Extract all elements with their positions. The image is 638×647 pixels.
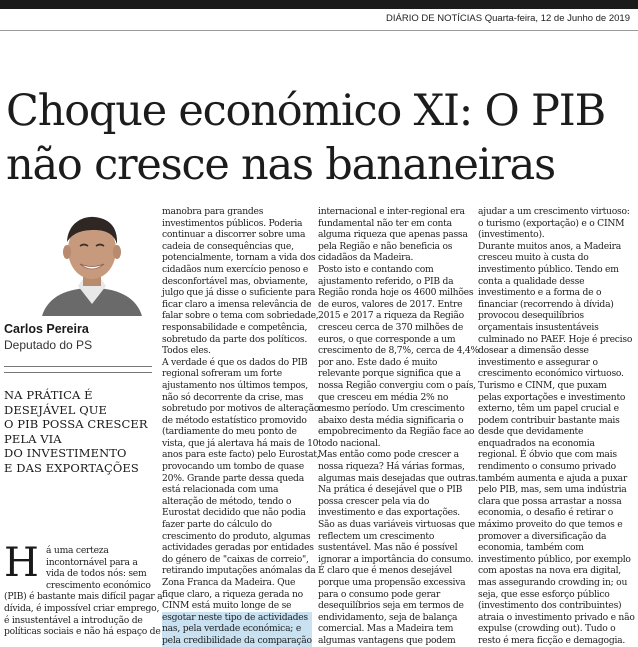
headline-line: não cresce nas bananeiras <box>6 140 555 190</box>
article-line: nossa riqueza? Há várias formas, <box>318 461 465 473</box>
article-line: vida de todos nós: sem <box>46 568 147 580</box>
article-column-2 <box>162 206 320 647</box>
article-line: Na prática é desejável que o PIB <box>318 484 463 496</box>
article-line: desconfortável mas, obviamente, <box>162 275 308 287</box>
article-line: actividades geradas por entidades <box>162 542 314 554</box>
article-line: porque uma propensão excessiva <box>318 577 466 588</box>
article-line: investimento e das exportações. <box>318 507 460 519</box>
article-line: resto é mera ficção e demagogia. <box>478 634 626 646</box>
pullquote-line: E DAS EXPORTAÇÕES <box>4 460 139 475</box>
article-line: crescimento económico virtuoso. <box>478 368 624 380</box>
article-line: crescimento do produto, algumas <box>162 530 311 542</box>
article-line: (PIB) é bastante mais difícil pagar a <box>4 591 163 603</box>
article-line: 2015 e 2017 a riqueza da Região <box>318 310 464 322</box>
article-line: enquadrados na economia <box>478 437 595 449</box>
article-line: Todos eles. <box>162 345 211 357</box>
article-line: É claro que é menos desejável <box>318 565 452 577</box>
article-line: investimento e assegurar o <box>478 356 598 368</box>
article-line: regional sofreram um forte <box>162 368 282 380</box>
article-line: economia, também com <box>478 542 584 554</box>
article-line: Turismo e CINM, que puxam <box>478 379 607 391</box>
article-line: pela credibilidade da comparação <box>162 634 312 646</box>
pullquote-line: O PIB POSSA CRESCER <box>4 417 148 431</box>
article-line: economia, o desafio é retirar o <box>478 507 614 519</box>
article-line: Zona Franca da Madeira. Que <box>162 577 296 588</box>
article-line: relevante porque significa que a <box>318 368 461 380</box>
article-line: manobra para grandes <box>162 206 264 217</box>
article-line: 20%. Grande parte dessa queda <box>162 472 304 484</box>
article-line: endividamento, seja de balança <box>318 611 458 623</box>
pullquote-line: PELA VIA <box>4 431 62 446</box>
article-line: cresceu cerca de 370 milhões de <box>318 321 464 333</box>
drop-cap: H <box>4 540 39 586</box>
article-line: responsabilidade e competência, <box>162 321 308 333</box>
article-line: políticas sociais e não há espaço de <box>4 626 161 638</box>
article-line: pelo PIB, mas, sem uma indústria <box>478 484 627 496</box>
article-line: externo, têm um papel crucial e <box>478 403 619 415</box>
article-line: não só decorrente da crise, mas <box>162 391 304 403</box>
pullquote-rule <box>4 366 152 367</box>
article-column-3 <box>318 206 480 647</box>
article-line: orçamentais insustentáveis <box>478 321 599 333</box>
article-column-4 <box>478 206 635 647</box>
article-line: culminado no PAEF. Hoje é preciso <box>478 333 633 345</box>
article-line: alguma riqueza que apenas passa <box>318 229 468 241</box>
article-line: Durante muitos anos, a Madeira <box>478 240 621 252</box>
article-line: (investimento dos contribuintes) <box>478 600 622 612</box>
article-line: ajustamento referido, o PIB da <box>318 275 454 287</box>
author-name: Carlos Pereira <box>4 322 89 336</box>
article-line: sobretudo por motivos de alteração <box>162 403 320 415</box>
article-line: pelas exportações e investimento <box>478 391 626 403</box>
article-line: algumas mais desejadas que outras. <box>318 472 478 484</box>
article-line: do género de "caixas de correio", <box>162 553 309 565</box>
article-line: julgo que já disse o suficiente para <box>162 287 316 299</box>
article-line: provocou desequilíbrios <box>478 310 584 322</box>
article-line: cadeia de consequências que, <box>162 240 294 252</box>
article-line: empobrecimento da Região face ao <box>318 426 475 438</box>
article-line: financiar (recorrendo à dívida) <box>478 298 614 310</box>
article-line: mas assegurando crowding in; ou <box>478 577 628 588</box>
article-line: retirando imputações anómalas da <box>162 565 316 577</box>
article-line: continuar a discorrer sobre uma <box>162 229 306 241</box>
article-line: atraia o investimento privado e não <box>478 611 635 623</box>
article-line: Posto isto e contando com <box>318 263 434 275</box>
article-line: potencialmente, tornam a vida dos <box>162 252 316 264</box>
article-line: de método estatístico promovido <box>162 414 307 426</box>
article-line: ajustamento nos últimos tempos, <box>162 379 308 391</box>
article-line: fique claro, a riqueza gerada no <box>162 588 303 600</box>
article-line: investimentos públicos. Poderia <box>162 217 303 229</box>
article-line: nossa Região convergiu com o país, <box>318 379 476 391</box>
article-line: por ano. Este dado é muito <box>318 356 438 368</box>
article-line: para o consumo pode gerar <box>318 588 440 600</box>
headline-line: Choque económico XI: O PIB <box>6 86 605 136</box>
publication-name: DIÁRIO DE NOTÍCIAS <box>386 13 483 24</box>
article-line: podem contribuir bastante mais <box>478 414 620 426</box>
article-line: falar sobre o tema com sobriedade, <box>162 310 319 322</box>
article-line: anos para este facto) pelo Eurostat, <box>162 449 320 461</box>
article-line: São as duas variáveis virtuosas que <box>318 519 475 531</box>
article-line: cresceu muito à custa do <box>478 252 589 264</box>
pullquote-line: DESEJÁVEL QUE <box>4 402 108 417</box>
article-line: vista, que já alertava há mais de 10 <box>162 437 319 449</box>
publication-info <box>386 13 630 24</box>
article-line: esgotar neste tipo de actividades <box>162 612 312 624</box>
article-line: é insustentável a introdução de <box>4 614 143 626</box>
article-line: investimento público, por exemplo <box>478 553 631 565</box>
article-line: possa crescer pela via do <box>318 495 430 507</box>
article-line: ficar claro a imensa relevância de <box>162 298 312 310</box>
article-line: fazer parte do cálculo do <box>162 519 272 531</box>
top-bar <box>0 0 638 9</box>
article-line: cidadãos da Madeira. <box>318 252 414 264</box>
article-line: desequilíbrios seja em termos de <box>318 600 464 612</box>
article-line: todo nacional. <box>318 437 381 449</box>
article-line: provocando um tombo de quase <box>162 461 304 473</box>
article-line: mesmo período. Um crescimento <box>318 403 465 415</box>
article-line: alteração de método, tendo o <box>162 495 292 507</box>
article-line: abaixo desta média significaria o <box>318 414 464 426</box>
article-line: também aumenta e ajuda a puxar <box>478 472 628 484</box>
article-line: Eurostat decidido que não podia <box>162 507 306 519</box>
article-line: nas, pela verdade económica; e <box>162 623 312 635</box>
article-line: cidadãos num exercício penoso e <box>162 263 309 275</box>
article-line: sobretudo da parte dos políticos. <box>162 333 308 345</box>
pullquote-line: NA PRÁTICA É <box>4 388 93 402</box>
article-line: comercial. Mas a Madeira tem <box>318 623 454 635</box>
article-line: rendimento o consumo privado <box>478 461 616 473</box>
publication-date: Quarta-feira, 12 de Junho de 2019 <box>484 13 630 24</box>
author-photo <box>34 208 150 316</box>
article-line: seja, que esse esforço público <box>478 588 610 600</box>
article-line: incontornável para a <box>46 556 138 568</box>
article-line: expulse (crowding out). Tudo o <box>478 623 616 635</box>
article-line: reflectem um crescimento <box>318 530 435 542</box>
article-line: o turismo (exportação) e o CINM <box>478 217 625 229</box>
article-line: clara que possa arrastar a nossa <box>478 495 622 507</box>
article-line: ajudar a um crescimento virtuoso: <box>478 206 630 217</box>
article-line: que cresceu em média 2% no <box>318 391 449 403</box>
article-line: máximo proveito do que temos e <box>478 519 623 531</box>
article-line: crescimento económico <box>46 579 151 591</box>
pullquote-rule <box>4 372 152 373</box>
article-line: CINM está muito longe de se <box>162 600 292 612</box>
article-line: Região ronda hoje os 4600 milhões <box>318 287 474 299</box>
article-line: (investimento). <box>478 229 545 241</box>
article-line: promover a diversificação da <box>478 530 607 542</box>
article-column-1 <box>4 540 163 638</box>
article-line: sustentável. Mas não é possível <box>318 542 458 554</box>
article-line: de euros, valores de 2017. Entre <box>318 298 463 310</box>
article-line: ignorar a importância do consumo. <box>318 553 474 565</box>
article-line: euros, o que corresponde a um <box>318 333 456 345</box>
headline <box>6 84 626 192</box>
pullquote <box>4 388 154 475</box>
article-line: A verdade é que os dados do PIB <box>162 356 308 368</box>
article-line: (tardiamente do meu ponto de <box>162 426 297 438</box>
article-line: desde que devidamente <box>478 426 584 438</box>
article-line: regional. É óbvio que com mais <box>478 449 617 461</box>
author-role: Deputado do PS <box>4 338 93 352</box>
article-line: pela Região e não beneficia os <box>318 240 453 252</box>
article-line: internacional e inter-regional era <box>318 206 465 217</box>
article-line: crescimento de 8,7%, cerca de 4,4% <box>318 345 480 357</box>
header-rule <box>0 30 638 31</box>
article-line: conta a qualidade desse <box>478 275 585 287</box>
article-line: está relacionada com uma <box>162 484 279 496</box>
article-line: Mas então como pode crescer a <box>318 449 459 461</box>
pullquote-line: DO INVESTIMENTO <box>4 446 127 460</box>
article-line: algumas vantagens que podem <box>318 634 456 646</box>
article-line: investimento público. Tendo em <box>478 263 619 275</box>
article-line: á uma certeza <box>46 545 109 556</box>
article-line: dívida, é impossível criar emprego, <box>4 602 160 614</box>
article-line: dosear a dimensão desse <box>478 345 589 357</box>
article-line: fundamental não ter em conta <box>318 217 452 229</box>
article-line: com apostas na nova era digital, <box>478 565 621 577</box>
article-line: investimento e a forma de o <box>478 287 602 299</box>
